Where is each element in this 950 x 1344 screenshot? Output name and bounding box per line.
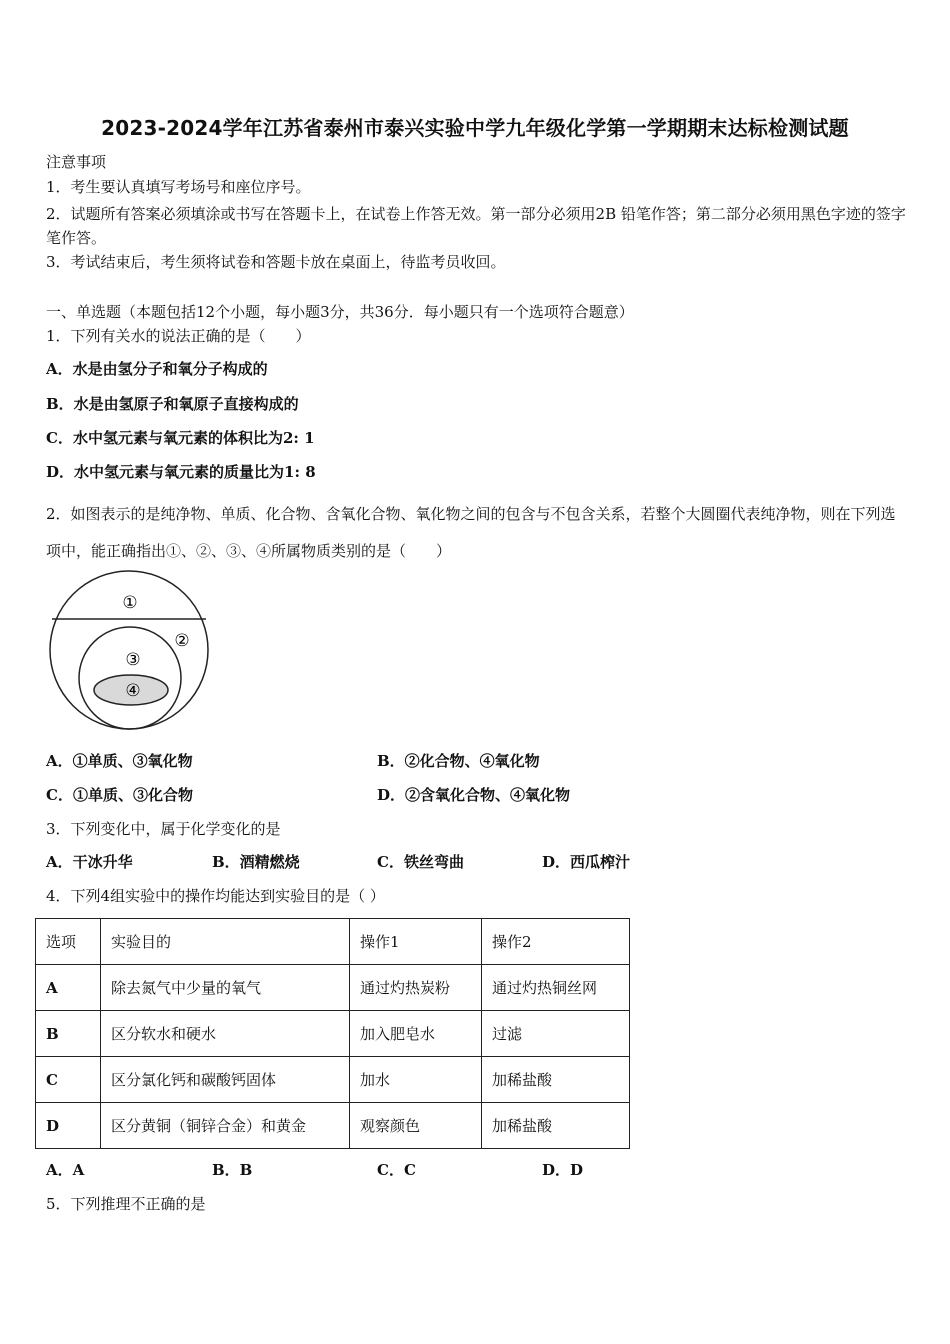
table-row	[36, 1103, 630, 1149]
table-cell: B	[36, 1011, 101, 1057]
table-row	[36, 1011, 630, 1057]
notice-item-1: 1．考生要认真填写考场号和座位序号。	[46, 178, 311, 196]
page-title: 2023-2024学年江苏省泰州市泰兴实验中学九年级化学第一学期期末达标检测试题	[101, 116, 849, 140]
section-heading: 一、单选题（本题包括12个小题，每小题3分，共36分．每小题只有一个选项符合题意）	[46, 303, 634, 321]
q4-option-c: C．C	[377, 1161, 416, 1179]
table-cell: 加稀盐酸	[482, 1103, 630, 1149]
q5-stem: 5．下列推理不正确的是	[46, 1195, 206, 1213]
table-cell: 除去氮气中少量的氧气	[101, 965, 350, 1011]
table-cell: 通过灼热炭粉	[350, 965, 482, 1011]
table-cell: A	[36, 965, 101, 1011]
notice-heading: 注意事项	[46, 153, 107, 171]
q4-option-d: D．D	[542, 1161, 584, 1179]
header-cell: 操作1	[350, 919, 482, 965]
q3-option-c: C．铁丝弯曲	[377, 853, 464, 871]
q1-option-a: A．水是由氢分子和氧分子构成的	[46, 360, 268, 378]
q4-stem: 4．下列4组实验中的操作均能达到实验目的是（ ）	[46, 887, 385, 905]
table-cell: 区分软水和硬水	[101, 1011, 350, 1057]
table-row	[36, 965, 630, 1011]
q3-option-b: B．酒精燃烧	[212, 853, 300, 871]
table-cell: 观察颜色	[350, 1103, 482, 1149]
label-2: ②	[174, 631, 190, 651]
q1-option-d: D．水中氢元素与氧元素的质量比为1: 8	[46, 463, 316, 481]
q1-option-c: C．水中氢元素与氧元素的体积比为2: 1	[46, 429, 315, 447]
q2-option-a: A．①单质、③氧化物	[46, 752, 193, 770]
set-diagram	[46, 568, 216, 738]
table-cell: 加水	[350, 1057, 482, 1103]
table-cell: D	[36, 1103, 101, 1149]
q1-option-b: B．水是由氢原子和氧原子直接构成的	[46, 395, 299, 413]
table-cell: 加入肥皂水	[350, 1011, 482, 1057]
table-cell: C	[36, 1057, 101, 1103]
label-3: ③	[125, 650, 141, 670]
table-cell: 通过灼热铜丝网	[482, 965, 630, 1011]
q2-option-b: B．②化合物、④氧化物	[377, 752, 540, 770]
table-row	[36, 1057, 630, 1103]
label-1: ①	[122, 593, 138, 613]
table-cell: 加稀盐酸	[482, 1057, 630, 1103]
header-cell: 选项	[36, 919, 101, 965]
q2-option-c: C．①单质、③化合物	[46, 786, 193, 804]
header-cell: 操作2	[482, 919, 630, 965]
q4-option-b: B．B	[212, 1161, 253, 1179]
notice-item-2: 2．试题所有答案必须填涂或书写在答题卡上，在试卷上作答无效。第一部分必须用2B 铅笔作答；第二部分必须用黑色字迹的签字笔作答。	[46, 205, 906, 247]
notice-item-3: 3．考试结束后，考生须将试卷和答题卡放在桌面上，待监考员收回。	[46, 253, 506, 271]
table-cell: 过滤	[482, 1011, 630, 1057]
q4-option-a: A．A	[46, 1161, 85, 1179]
q3-option-d: D．西瓜榨汁	[542, 853, 631, 871]
q1-stem: 1．下列有关水的说法正确的是（ ）	[46, 327, 311, 345]
q2-option-d: D．②含氧化合物、④氧化物	[377, 786, 571, 804]
header-cell: 实验目的	[101, 919, 350, 965]
experiment-table	[35, 918, 630, 1149]
table-cell: 区分氯化钙和碳酸钙固体	[101, 1057, 350, 1103]
q3-option-a: A．干冰升华	[46, 853, 133, 871]
label-4: ④	[125, 681, 141, 701]
q3-stem: 3．下列变化中，属于化学变化的是	[46, 820, 281, 838]
table-cell: 区分黄铜（铜锌合金）和黄金	[101, 1103, 350, 1149]
table-header-row	[36, 919, 630, 965]
q2-stem: 2．如图表示的是纯净物、单质、化合物、含氧化合物、氧化物之间的包含与不包含关系，若整个大圆圈代表纯净物，则在下列选项中，能正确指出①、②、③、④所属物质类别的是（ ）	[46, 505, 896, 560]
